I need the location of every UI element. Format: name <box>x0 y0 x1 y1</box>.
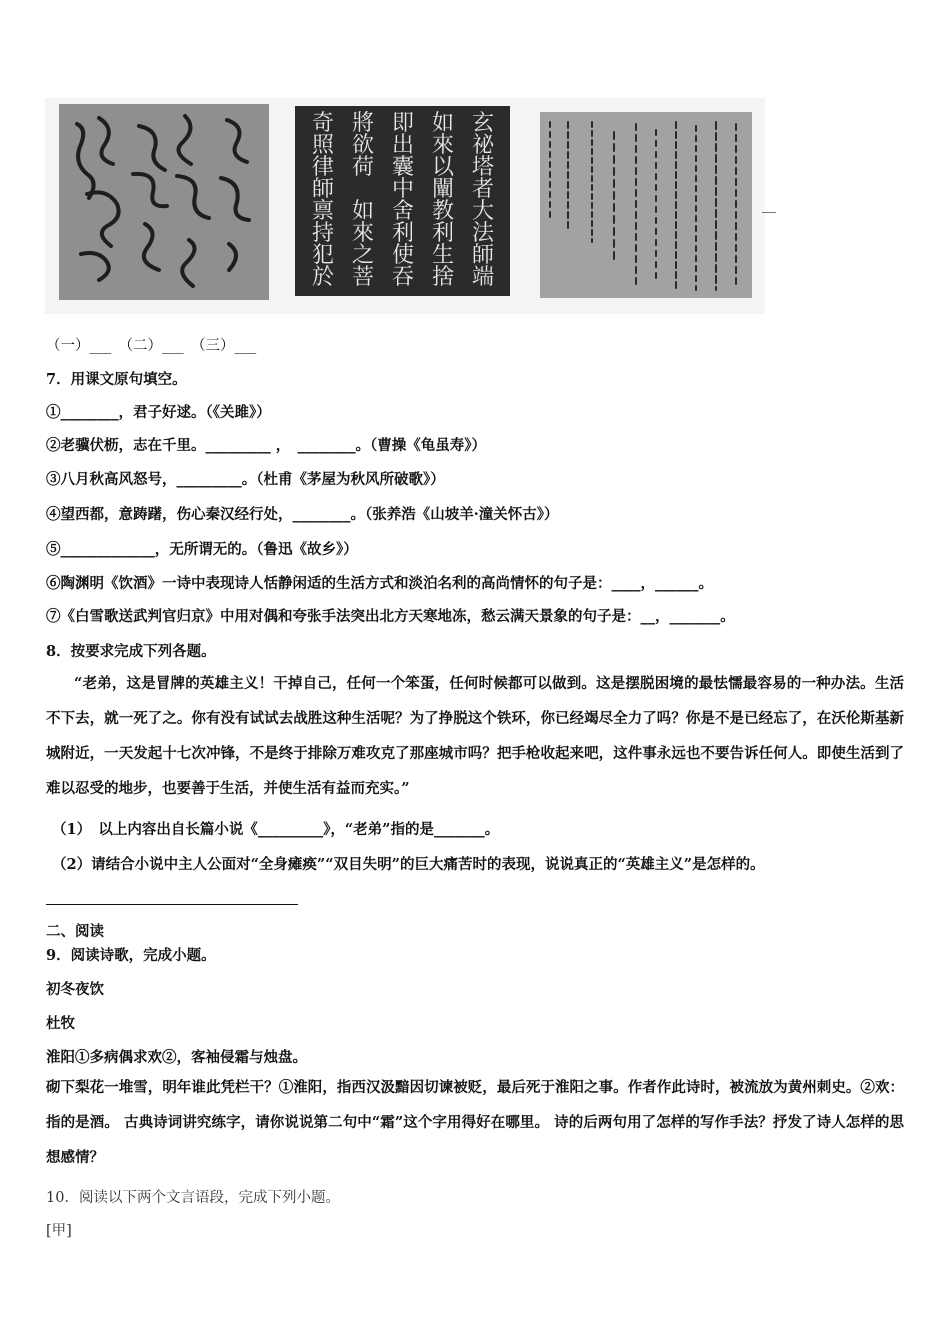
q9-body: 砌下梨花一堆雪，明年谁此凭栏干？①淮阳，指西汉汲黯因切谏被贬，最后死于淮阳之事。作者作此诗时，被流放为黄州刺史。②欢：指的是酒。 古典诗词讲究练字，请你说说第二句中“霜”这个字用得好在哪里。 诗的后两句用了怎样的写作手法？抒发了诗人怎样的思想感情？ <box>46 1079 904 1166</box>
cursive-brush-strokes <box>59 104 269 300</box>
stele-column-5: 奇照律師禀持犯於 <box>311 111 335 290</box>
q7-title: 7．用课文原句填空。 <box>46 371 187 388</box>
cursive-calligraphy-image <box>59 104 269 300</box>
stele-column-1: 玄祕塔者大法師端 <box>471 111 495 290</box>
q7-item-1: ①________，君子好逑。（《关雎》） <box>46 404 271 421</box>
q7-item-6: ⑥陶渊明《饮酒》一诗中表现诗人恬静闲适的生活方式和淡泊名利的高尚情怀的句子是：____，______。 <box>46 575 713 592</box>
q7-item-2: ②老骥伏枥，志在千里。_________ ， ________。（曹操《龟虽寿》） <box>46 437 487 454</box>
q10-jia-label: [甲] <box>46 1223 72 1239</box>
section-2-heading: 二、阅读 <box>46 923 104 940</box>
q8-title: 8．按要求完成下列各题。 <box>46 643 216 660</box>
answer-line <box>46 904 298 905</box>
manuscript-strokes <box>540 112 752 298</box>
stele-column-4: 將欲荷如來之菩 <box>351 111 375 290</box>
running-script-manuscript <box>540 112 752 298</box>
q7-item-7: ⑦《白雪歌送武判官归京》中用对偶和夸张手法突出北方天寒地冻，愁云满天景象的句子是：__，_______。 <box>46 608 735 625</box>
q9-poem-title: 初冬夜饮 <box>46 981 104 998</box>
decorative-line <box>762 212 776 213</box>
q8-sub-2: （2）请结合小说中主人公面对“全身瘫痪”“双目失明”的巨大痛苦时的表现，说说真正的“英雄主义”是怎样的。 <box>52 856 765 873</box>
stele-column-2: 如來以闡教利生捨 <box>431 111 455 290</box>
q8-passage-text: “老弟，这是冒牌的英雄主义！干掉自己，任何一个笨蛋，任何时候都可以做到。这是摆脱困境的最怯懦最容易的一种办法。生活不下去，就一死了之。你有没有试试去战胜这种生活呢？为了挣脱这个铁环，你已经竭尽全力了吗？你是不是已经忘了，在沃伦斯基新城附近，一天发起十七次冲锋，不是终于排除万难攻克了那座城市吗？把手枪收起来吧，这件事永远也不要告诉任何人。即使生活到了难以忍受的地步，也要善于生活，并使生活有益而充实。” <box>46 675 904 797</box>
stele-column-3: 即出囊中舍利使吞 <box>391 111 415 290</box>
q10-title: 10．阅读以下两个文言语段，完成下列小题。 <box>46 1190 340 1206</box>
q8-passage <box>46 666 904 806</box>
q7-item-4: ④望西都，意踌躇，伤心秦汉经行处，________。（张养浩《山坡羊·潼关怀古》） <box>46 506 559 523</box>
calligraphy-image-strip <box>45 98 765 314</box>
q9-poem-author: 杜牧 <box>46 1015 75 1032</box>
q7-item-3: ③八月秋高风怒号，_________。（杜甫《茅屋为秋风所破歌》） <box>46 471 445 488</box>
regular-script-stele-rubbing <box>295 106 510 296</box>
q6-answer-blanks: （一）___ （二）___ （三）___ <box>46 338 257 354</box>
q8-sub-1: （1） 以上内容出自长篇小说《_________》，“老弟”指的是_______。 <box>52 821 500 838</box>
stele-text-columns <box>295 106 510 296</box>
q7-item-5: ⑤_____________，无所谓无的。（鲁迅《故乡》） <box>46 541 358 558</box>
q9-title: 9．阅读诗歌，完成小题。 <box>46 947 216 964</box>
q9-poem-line-1: 淮阳①多病偶求欢②，客袖侵霜与烛盘。 <box>46 1049 307 1066</box>
